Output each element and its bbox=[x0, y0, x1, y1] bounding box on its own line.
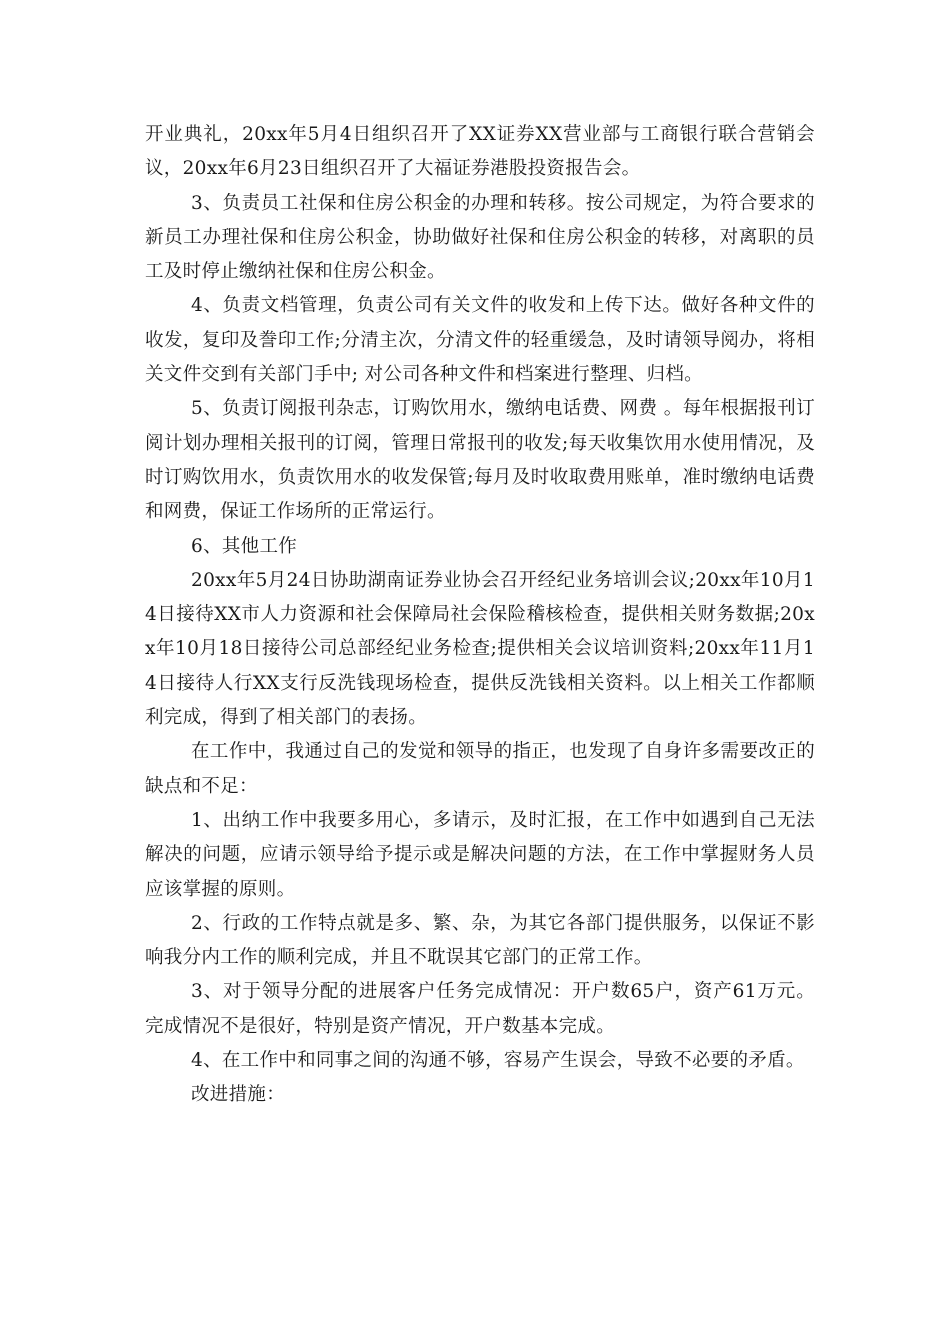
paragraph-item-5-subscriptions: 5、负责订阅报刊杂志，订购饮用水，缴纳电话费、网费 。每年根据报刊订阅计划办理相关报刊的订阅，管理日常报刊的收发;每天收集饮用水使用情况，及时订购饮用水，负责饮用水的收发保管;每月及时收取费用账单，准时缴纳电话费和网费，保证工作场所的正常运行。 bbox=[145, 398, 815, 523]
paragraph-shortcoming-3: 3、对于领导分配的进展客户任务完成情况：开户数65户，资产61万元。完成情况不是很好，特别是资产情况，开户数基本完成。 bbox=[145, 981, 815, 1037]
paragraph-shortcoming-1: 1、出纳工作中我要多用心，多请示，及时汇报，在工作中如遇到自己无法解决的问题，应请示领导给予提示或是解决问题的方法，在工作中掌握财务人员应该掌握的原则。 bbox=[145, 809, 815, 900]
document-body bbox=[145, 118, 815, 1113]
paragraph-item-6-heading: 6、其他工作 bbox=[191, 535, 298, 557]
paragraph-improvement-heading: 改进措施： bbox=[191, 1084, 286, 1106]
paragraph-shortcomings-intro: 在工作中，我通过自己的发觉和领导的指正，也发现了自身许多需要改正的缺点和不足： bbox=[145, 741, 815, 797]
paragraph-item-3-social-insurance: 3、负责员工社保和住房公积金的办理和转移。按公司规定，为符合要求的新员工办理社保和住房公积金，协助做好社保和住房公积金的转移，对离职的员工及时停止缴纳社保和住房公积金。 bbox=[145, 192, 815, 283]
paragraph-opening-events: 开业典礼，20xx年5月4日组织召开了XX证券XX营业部与工商银行联合营销会议，20xx年6月23日组织召开了大福证券港股投资报告会。 bbox=[145, 124, 815, 180]
paragraph-shortcoming-4: 4、在工作中和同事之间的沟通不够，容易产生误会，导致不必要的矛盾。 bbox=[191, 1050, 805, 1072]
paragraph-other-work-details: 20xx年5月24日协助湖南证券业协会召开经纪业务培训会议;20xx年10月14日接待XX市人力资源和社会保障局社会保险稽核检查，提供相关财务数据;20xx年10月18日接待公司总部经纪业务检查;提供相关会议培训资料;20xx年11月14日接待人行XX支行反洗钱现场检查，提供反洗钱相关资料。以上相关工作都顺利完成，得到了相关部门的表扬。 bbox=[145, 569, 815, 729]
paragraph-item-4-document-management: 4、负责文档管理，负责公司有关文件的收发和上传下达。做好各种文件的收发，复印及誊印工作;分清主次，分清文件的轻重缓急，及时请领导阅办，将相关文件交到有关部门手中; 对公司各种文件和档案进行整理、归档。 bbox=[145, 295, 815, 386]
paragraph-shortcoming-2: 2、行政的工作特点就是多、繁、杂，为其它各部门提供服务，以保证不影响我分内工作的顺利完成，并且不耽误其它部门的正常工作。 bbox=[145, 912, 815, 969]
